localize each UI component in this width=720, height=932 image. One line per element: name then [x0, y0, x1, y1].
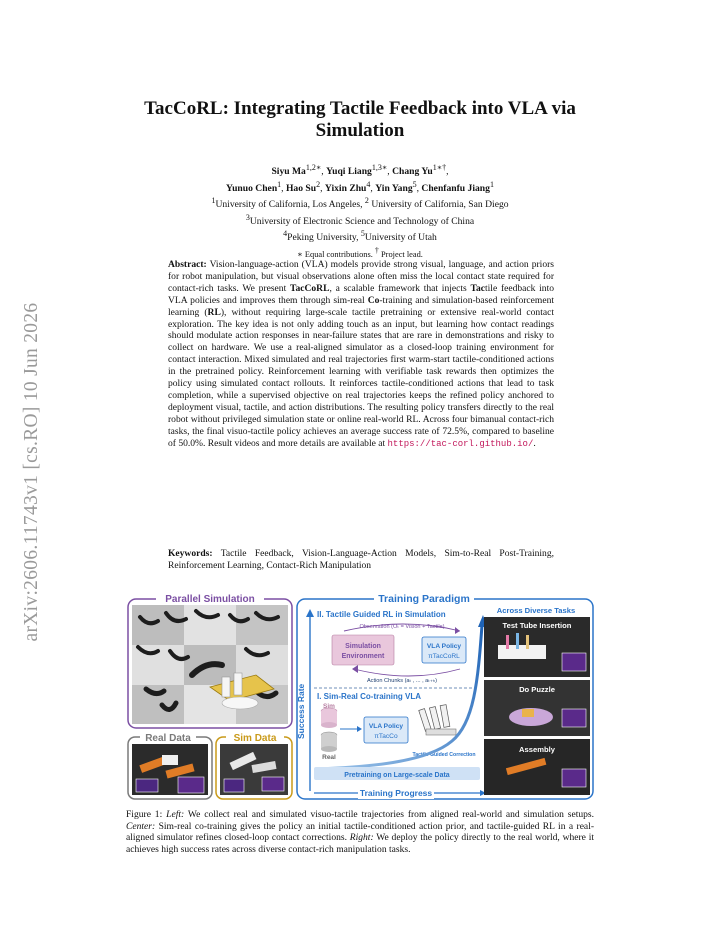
sim-data-label: Sim Data	[233, 733, 277, 744]
arxiv-id: arXiv:2606.11743v1 [cs.RO] 10 Jun 2026	[21, 302, 42, 642]
arxiv-sidebar	[10, 262, 54, 682]
parallel-sim-label: Parallel Simulation	[165, 594, 255, 605]
author-block	[130, 162, 590, 261]
success-rate-label: Success Rate	[296, 683, 306, 739]
training-progress-label: Training Progress	[359, 788, 433, 798]
figure-1-svg	[126, 591, 596, 801]
title-line-1: TacCoRL: Integrating Tactile Feedback into VLA via	[144, 98, 576, 119]
tactile-correction-label: Tactile Guided Correction	[412, 752, 476, 758]
abstract-label: Abstract:	[168, 259, 207, 270]
gripper-illustration	[419, 705, 456, 735]
task-3-label: Assembly	[519, 745, 555, 754]
contribution-note: ∗ Equal contributions. † Project lead.	[297, 245, 423, 259]
task-1-label: Test Tube Insertion	[502, 621, 572, 630]
author-line-2: Yunuo Chen$^1$, Hao Su$^2$, Yixin Zhu$^4$, Yin Yang$^5$, Chenfanfu Jiang$^1$	[226, 179, 494, 194]
data-cylinders	[321, 708, 337, 752]
real-data-label: Real Data	[145, 733, 191, 744]
title-line-2: Simulation	[315, 120, 405, 141]
action-arrow	[354, 669, 460, 676]
abstract: Abstract: Vision-language-action (VLA) models provide strong visual, language, and action priors for robot manipulation, but visual observations alone often miss the local contact state required for contact-rich tasks. We present TacCoRL, a scalable framework that injects Tactile feedback into VLA policies and improves them through sim-real Co-training and simulation-based reinforcement learning (RL), without requiring large-scale tactile pretraining or extensive real-world contact exploration. The key idea is not only adding touch as an input, but learning how contact readings should modulate action responses in near-failure states that are rare in demonstrations and risky to collect on hardware. We use a real-aligned simulator as a closed-loop training environment for contact interaction. Mixed simulated and real trajectories first warm-start tactile-conditioned actions in the pretrained policy. Reinforcement learning with verifiable task rewards then optimizes the policy using simulated contact rollouts. It reinforces tactile-conditioned actions that lead to task completion, while a supervised objective on real trajectories keeps the refined policy anchored to deployment visual, tactile, and action distributions. The resulting policy transfers directly to the real robot without privileged simulation state or online real-world RL. Across four bimanual contact-rich tasks, the final visuo-tactile policy achieves an average success rate of 72.5%, compared to baseline of 50.0%. Result videos and more details are available at https://tac-corl.github.io/.	[168, 259, 555, 449]
action-chunks-label: Action Chunks (aₜ , ... , aₜ₊ₕ)	[366, 678, 438, 684]
stage-2-label: II. Tactile Guided RL in Simulation	[317, 610, 446, 619]
real-tactile-image	[178, 777, 204, 793]
real-cylinder-label: Real	[322, 754, 336, 761]
training-paradigm-label: Training Paradigm	[378, 593, 470, 605]
tube-rack	[498, 645, 546, 659]
pretraining-label: Pretraining on Large-scale Data	[344, 772, 450, 779]
vla-policy-co-label: VLA Policy	[368, 723, 404, 730]
across-tasks-label: Across Diverse Tasks	[496, 606, 576, 615]
pi-taccorl-label: πTacCoRL	[428, 653, 460, 660]
sim-env-line-2: Environment	[341, 653, 385, 660]
affiliation-1: $^1$University of California, Los Angeles, $^2$ University of California, San Diego	[211, 196, 509, 211]
project-link[interactable]: https://tac-corl.github.io/	[387, 438, 534, 449]
figure-caption: Figure 1: Left: We collect real and simulated visuo-tactile trajectories from aligned real-world and simulation setups. Center: Sim-real co-training gives the policy an initial tactile-conditioned action prior, and tactile-guided RL in a real-aligned simulator refines closed-loop contact corrections. Right: We deploy the policy directly to the real world, where it achieves high success rates across diverse contact-rich manipulation tasks.	[126, 809, 595, 855]
task-2-label: Do Puzzle	[519, 685, 555, 694]
keywords	[168, 548, 554, 572]
keywords-text: Tactile Feedback, Vision-Language-Action Models, Sim-to-Real Post-Training, Reinforcement Learning, Contact-Rich Manipulation	[168, 548, 554, 571]
sim-tactile-image	[262, 777, 284, 791]
figure-1	[126, 591, 596, 801]
keywords-label: Keywords:	[168, 548, 213, 559]
pi-tacco-label: πTacCo	[374, 733, 398, 740]
sim-env-line-1: Simulation	[345, 643, 381, 650]
simulation-env-box	[332, 635, 394, 665]
observation-label: Observation (Oₜ = Vision + Tactile)	[359, 624, 445, 630]
affiliation-3: $^4$Peking University, $^5$University of Utah	[283, 229, 437, 244]
author-line-1: Siyu $Ma^{1,2∗}$, Yuqi Liang$^{1,3∗}$, Chang $Yu^{1∗\dagger}$,	[271, 163, 449, 178]
sim-cylinder-label: Sim	[323, 703, 335, 710]
affiliation-2: $^3$University of Electronic Science and Technology of China	[245, 212, 475, 227]
paper-title	[110, 98, 610, 142]
stage-1-label: I. Sim-Real Co-training VLA	[317, 692, 422, 701]
vla-policy-rl-label: VLA Policy	[426, 643, 462, 650]
